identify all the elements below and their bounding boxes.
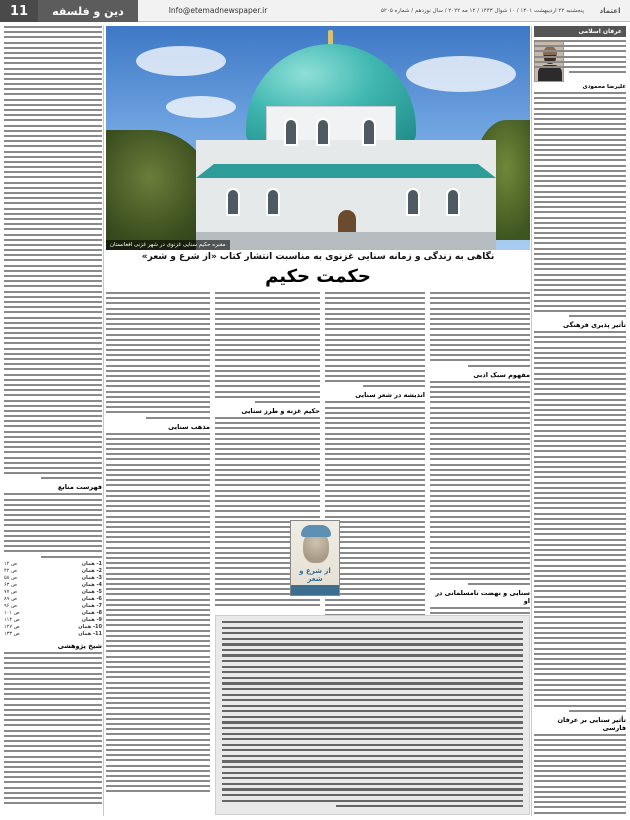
list-item-value: ص ۱۲: [4, 561, 18, 568]
section-title: دین و فلسفه: [38, 0, 138, 22]
body-text: [430, 292, 530, 367]
list-item-value: ص ۹۶: [4, 603, 18, 610]
body-text: [534, 734, 626, 816]
list-item-label: 11- همان: [78, 631, 102, 638]
body-text: [534, 92, 626, 317]
list-item-label: 6- همان: [81, 596, 102, 603]
list-item-value: ص ۱۰۱: [4, 610, 20, 617]
list-item: [4, 589, 102, 596]
list-item: [4, 624, 102, 631]
list-item-label: 7- همان: [81, 603, 102, 610]
body-text: [215, 292, 320, 403]
masthead: [0, 0, 630, 22]
author-box: [534, 40, 626, 90]
column-rule: [531, 26, 532, 816]
list-item-label: 1- همان: [81, 561, 102, 568]
body-text: [430, 381, 530, 585]
body-text: [106, 433, 210, 793]
reference-list: [4, 561, 102, 638]
list-item: [4, 617, 102, 624]
list-item-label: 9- همان: [81, 617, 102, 624]
list-item: [4, 582, 102, 589]
photo-caption: مقبره حکیم سنایی غزنوی در شهر غزنی افغانستان: [106, 240, 230, 250]
book-title: از شرع و شعر: [299, 567, 331, 583]
subheading: مذهب سنایی: [168, 422, 210, 431]
subheading: اندیشه در شعر سنایی: [355, 391, 425, 400]
left-column: [4, 26, 102, 816]
list-item-value: ص ۶۳: [4, 582, 18, 589]
list-item-value: ص ۱۳۳: [4, 631, 20, 638]
author-name: علیرضا محمودی: [582, 84, 626, 90]
list-item: [4, 603, 102, 610]
list-item-value: ص ۱۲۷: [4, 624, 20, 631]
list-item: [4, 596, 102, 603]
author-column: [534, 26, 626, 816]
quote-text: [222, 621, 523, 807]
subheading: تأثیر پذیری فرهنگی: [563, 321, 626, 330]
column-tag: عرفان اسلامی: [534, 26, 626, 37]
article-headline: حکمت حکیم: [265, 266, 371, 287]
subheading: حکیم غزنه و طرز سنایی: [241, 406, 320, 415]
list-item: [4, 631, 102, 638]
newspaper-logo: اعتماد: [590, 0, 630, 22]
list-item-label: 5- همان: [81, 589, 102, 596]
list-item-value: ص ۵۸: [4, 575, 18, 582]
quote-box: [215, 615, 530, 815]
list-item-value: ص ۸۹: [4, 596, 18, 603]
list-item-label: 10- همان: [78, 624, 102, 631]
list-item-value: ص ۷۷: [4, 589, 18, 596]
body-text: [106, 292, 210, 419]
article-kicker: نگاهی به زندگی و زمانه سنایی غزنوی به مناسبت انتشار کتاب «از شرع و شعر»: [141, 252, 495, 262]
body-text: [534, 331, 626, 712]
book-cover: [290, 520, 340, 596]
list-item-label: 2- همان: [81, 568, 102, 575]
intro-text: [534, 40, 626, 76]
list-item: [4, 610, 102, 617]
list-item-value: ص ۱۱۴: [4, 617, 20, 624]
body-text: [4, 26, 102, 479]
mausoleum-photo: [106, 26, 530, 250]
list-item-label: 4- همان: [81, 582, 102, 589]
body-text: [325, 401, 425, 621]
subheading: سنایی و نهضت نامسلمانی در او: [435, 588, 530, 605]
list-item: [4, 568, 102, 575]
column-rule: [103, 26, 104, 816]
list-item-value: ص ۴۲: [4, 568, 18, 575]
list-item: [4, 575, 102, 582]
list-item-label: 3- همان: [81, 575, 102, 582]
body-text: [4, 493, 102, 557]
subheading: مفهوم سبک ادبی: [473, 370, 530, 379]
subheading: فهرست منابع: [57, 483, 102, 492]
subheading: تأثیر سنایی بر عرفان فارسی: [557, 715, 626, 732]
email-address: Info@etemadnewspaper.ir: [138, 0, 298, 22]
list-item-label: 8- همان: [81, 610, 102, 617]
body-text: [4, 652, 102, 804]
subheading: شیخ پژوهشی: [57, 641, 102, 650]
body-text: [325, 292, 425, 387]
article-column: [106, 292, 210, 812]
list-item: [4, 561, 102, 568]
page-number: 11: [0, 0, 38, 22]
date-line: پنجشنبه ۲۲ اردیبهشت ۱۴۰۱ / ۱۰ شوال ۱۴۴۳ / ۱۲ مه ۲۰۲۲ / سال نوزدهم / شماره ۵۲۰۵: [298, 0, 590, 22]
